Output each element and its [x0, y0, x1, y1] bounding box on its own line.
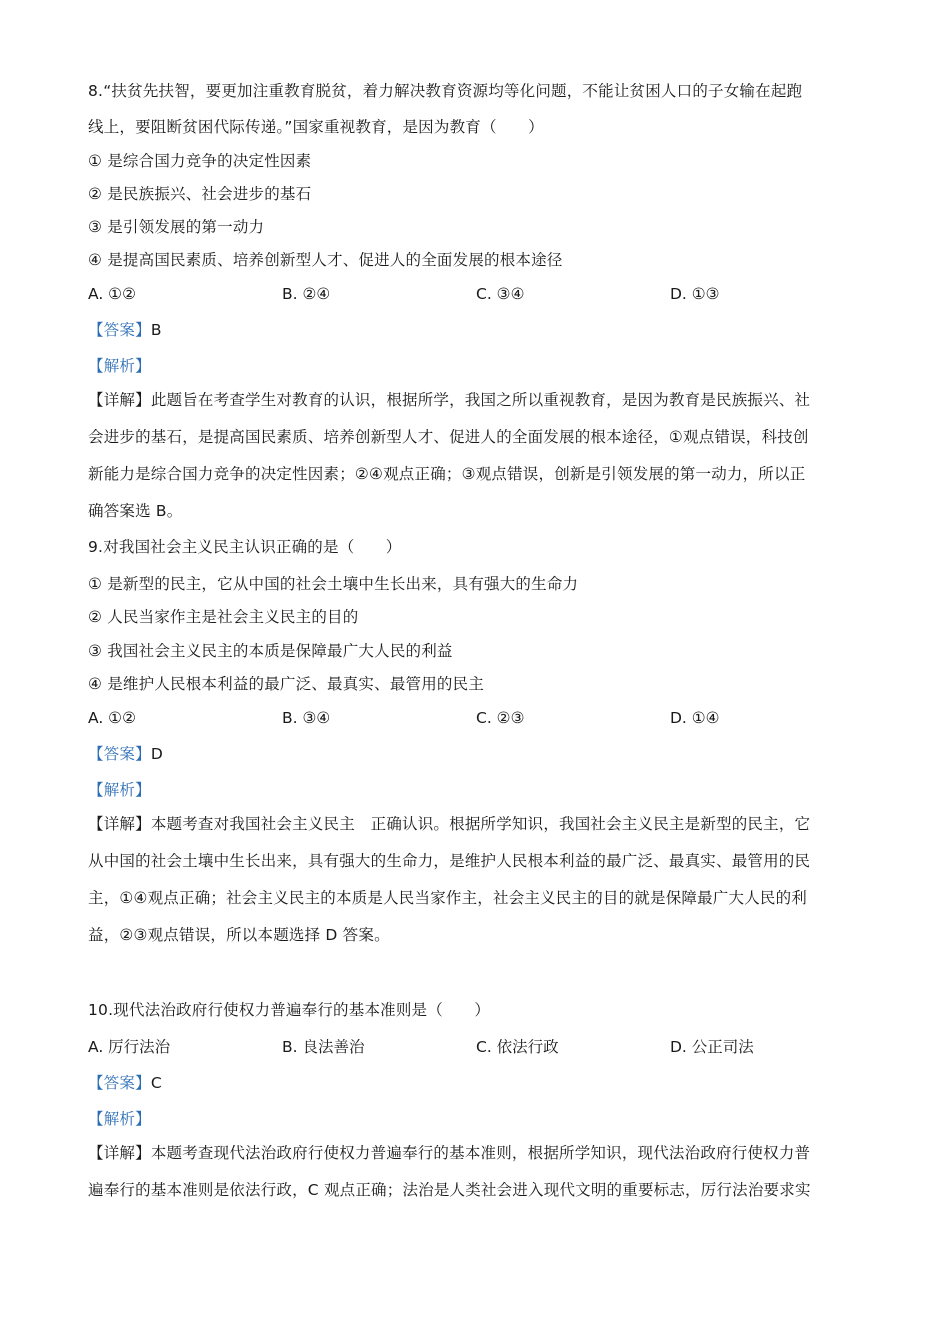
option-b: B. ③④ — [282, 709, 331, 727]
analysis-label-text: 【解析】 — [88, 781, 151, 799]
detail-text: 本题考查对我国社会主义民主 正确认识。根据所学知识，我国社会主义民主是新型的民主，它 — [150, 815, 811, 833]
option-b: B. 良法善治 — [282, 1038, 365, 1056]
question-stem: 8.“扶贫先扶智，要更加注重教育脱贫，着力解决教育资源均等化问题，不能让贫困人口的子女输在起跑 — [88, 82, 803, 100]
option-c: C. ②③ — [476, 709, 525, 727]
answer-value: D — [150, 745, 163, 763]
option-d: D. ①③ — [670, 285, 720, 303]
option-a: A. ①② — [88, 285, 136, 303]
detail-label: 【详解】 — [88, 1144, 151, 1162]
statement-item: ② 人民当家作主是社会主义民主的目的 — [88, 608, 359, 626]
statement-item: ④ 是提高国民素质、培养创新型人才、促进人的全面发展的根本途径 — [88, 251, 563, 269]
answer-line — [88, 744, 868, 764]
analysis-label-text: 【解析】 — [88, 357, 151, 375]
analysis-label-text: 【解析】 — [88, 1110, 151, 1128]
statement-item: ② 是民族振兴、社会进步的基石 — [88, 185, 312, 203]
detail-line: 益，②③观点错误，所以本题选择 D 答案。 — [88, 926, 390, 944]
analysis-label — [88, 1109, 868, 1129]
detail-line: 新能力是综合国力竞争的决定性因素；②④观点正确；③观点错误，创新是引领发展的第一动力，所以正 — [88, 465, 806, 483]
question-stem: 10.现代法治政府行使权力普遍奉行的基本准则是（ ） — [88, 1001, 491, 1019]
question-stem: 9.对我国社会主义民主认识正确的是（ ） — [88, 538, 402, 556]
statement-item: ① 是综合国力竞争的决定性因素 — [88, 152, 312, 170]
detail-line — [88, 814, 868, 834]
option-a: A. 厉行法治 — [88, 1038, 171, 1056]
detail-line: 会进步的基石，是提高国民素质、培养创新型人才、促进人的全面发展的根本途径，①观点错误，科技创 — [88, 428, 809, 446]
detail-label: 【详解】 — [88, 391, 151, 409]
option-d: D. 公正司法 — [670, 1038, 754, 1056]
answer-value: C — [150, 1074, 162, 1092]
detail-label: 【详解】 — [88, 815, 151, 833]
statement-item: ③ 我国社会主义民主的本质是保障最广大人民的利益 — [88, 642, 453, 660]
answer-label: 【答案】 — [88, 745, 151, 763]
analysis-label — [88, 780, 868, 800]
detail-line: 遍奉行的基本准则是依法行政，C 观点正确；法治是人类社会进入现代文明的重要标志，厉行法治要求实 — [88, 1181, 811, 1199]
answer-line — [88, 320, 868, 340]
detail-line: 从中国的社会土壤中生长出来，具有强大的生命力，是维护人民根本利益的最广泛、最真实、最管用的民 — [88, 852, 811, 870]
option-b: B. ②④ — [282, 285, 331, 303]
answer-line — [88, 1073, 868, 1093]
detail-text: 此题旨在考查学生对教育的认识，根据所学，我国之所以重视教育，是因为教育是民族振兴、社 — [150, 391, 811, 409]
answer-value: B — [150, 321, 162, 339]
answer-label: 【答案】 — [88, 321, 151, 339]
detail-text: 本题考查现代法治政府行使权力普遍奉行的基本准则，根据所学知识，现代法治政府行使权力普 — [150, 1144, 811, 1162]
statement-item: ④ 是维护人民根本利益的最广泛、最真实、最管用的民主 — [88, 675, 485, 693]
option-c: C. ③④ — [476, 285, 525, 303]
statement-item: ③ 是引领发展的第一动力 — [88, 218, 265, 236]
option-c: C. 依法行政 — [476, 1038, 559, 1056]
detail-line — [88, 1143, 868, 1163]
detail-line: 主，①④观点正确；社会主义民主的本质是人民当家作主，社会主义民主的目的就是保障最广大人民的利 — [88, 889, 807, 907]
option-a: A. ①② — [88, 709, 136, 727]
analysis-label — [88, 356, 868, 376]
detail-line — [88, 390, 868, 410]
option-d: D. ①④ — [670, 709, 720, 727]
statement-item: ① 是新型的民主，它从中国的社会土壤中生长出来，具有强大的生命力 — [88, 575, 579, 593]
detail-line: 确答案选 B。 — [88, 502, 183, 520]
answer-label: 【答案】 — [88, 1074, 151, 1092]
question-stem: 线上，要阻断贫困代际传递。”国家重视教育，是因为教育（ ） — [88, 118, 544, 136]
